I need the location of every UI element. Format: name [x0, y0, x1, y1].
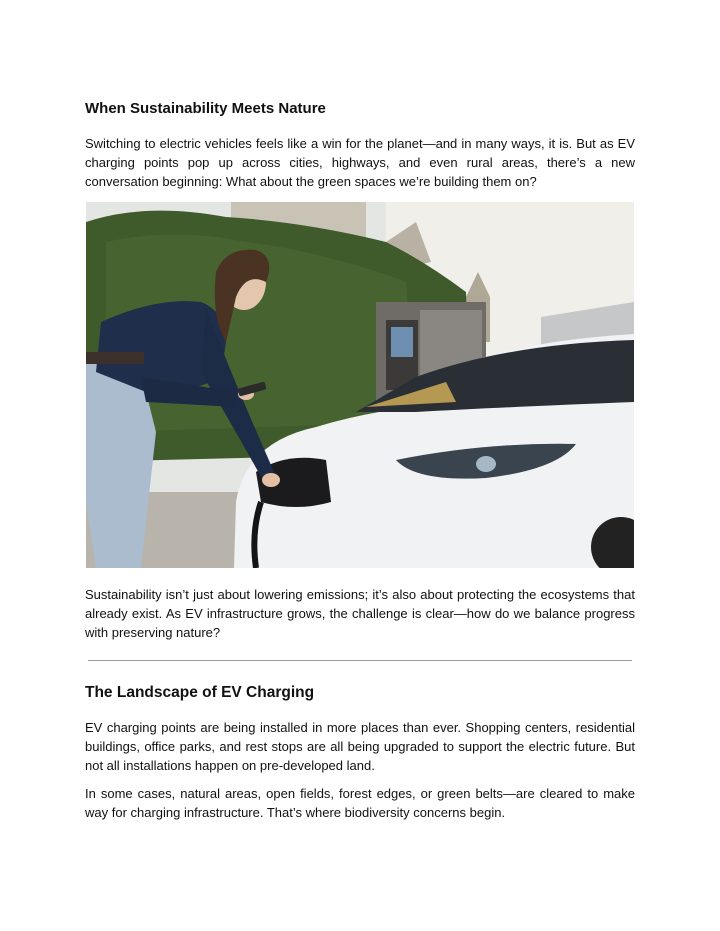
intro-paragraph: Switching to electric vehicles feels like a win for the planet—and in many ways, it is. But as EV charging points pop up across cities, highways, and even rural areas, there’s a new conversation beginning: What about the green spaces we’re building them on?: [85, 136, 635, 189]
section-heading: When Sustainability Meets Nature: [85, 100, 326, 117]
body-paragraph: In some cases, natural areas, open fields, forest edges, or green belts—are cleared to make way for charging infrastructure. That’s where biodiversity concerns begin.: [85, 786, 635, 820]
after-image-paragraph: Sustainability isn’t just about lowering emissions; it’s also about protecting the ecosystems that already exist. As EV infrastructure grows, the challenge is clear—how do we balance progress with preserving nature?: [85, 587, 635, 640]
ev-charging-photo: [86, 202, 634, 568]
section-heading: The Landscape of EV Charging: [85, 684, 315, 701]
horizontal-divider: [88, 660, 632, 661]
body-paragraph: EV charging points are being installed in more places than ever. Shopping centers, residential buildings, office parks, and rest stops are all being upgraded to support the electric future. But not all installations happen on pre-developed land.: [85, 720, 635, 773]
